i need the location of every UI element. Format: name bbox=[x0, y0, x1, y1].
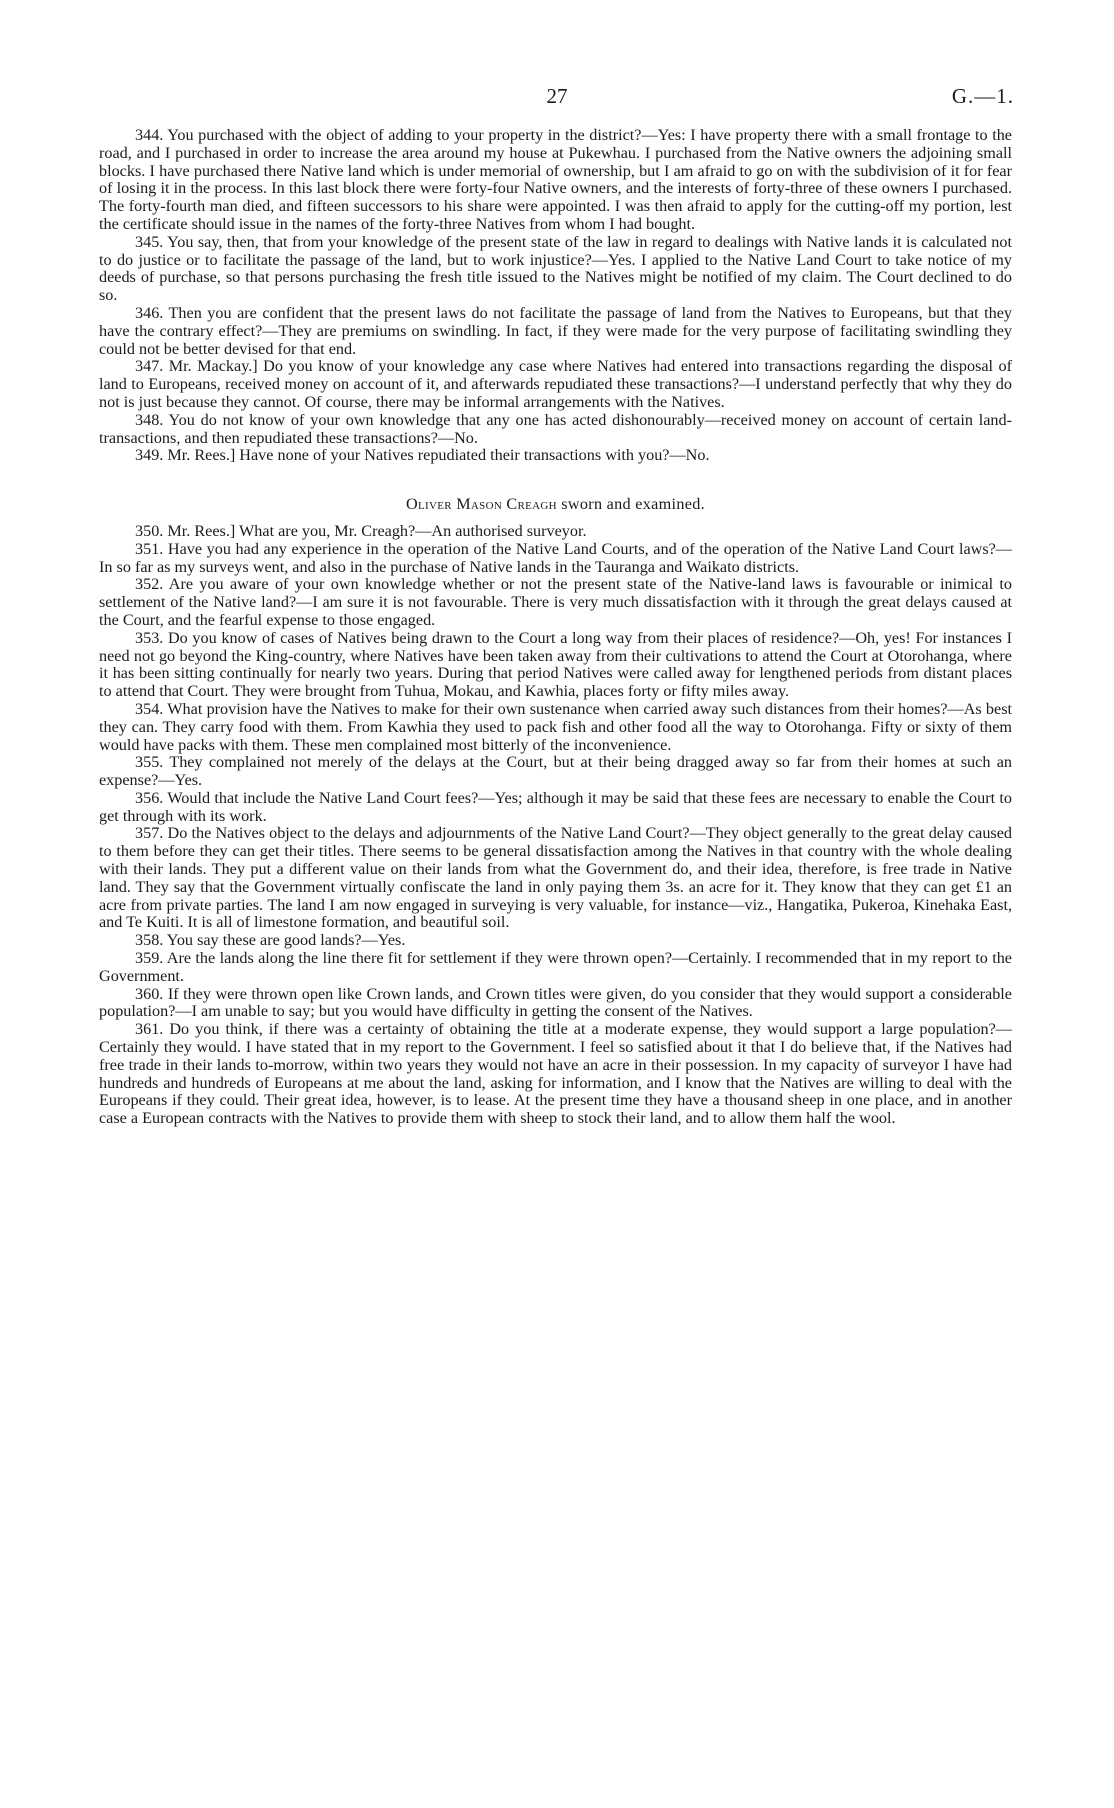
paragraph-357: 357. Do the Natives object to the delays and adjournments of the Native Land Court?—They object generally to the great delay caused to them before they can get their titles. There seems to be general dissatisfaction among the Natives in that country with the whole dealing with their lands. They put a different value on their lands from what the Government do, and their idea, therefore, is free trade in Native land. They say that the Government virtually confiscate the land in only paying them 3s. an acre for it. They know that they can get £1 an acre from private parties. The land I am now engaged in surveying is very valuable, for instance—viz., Hangatika, Pukeroa, Kinehaka East, and Te Kuiti. It is all of limestone formation, and beautiful soil. bbox=[99, 824, 1012, 932]
paragraph-352: 352. Are you aware of your own knowledge whether or not the present state of the Native-land laws is favourable or inimical to settlement of the Native land?—I am sure it is not favourable. There is very much dissatisfaction with it through the great delays caused at the Court, and the fearful expense to those engaged. bbox=[99, 575, 1012, 629]
paragraph-346: 346. Then you are confident that the present laws do not facilitate the passage of land from the Natives to Europeans, but that they have the contrary effect?—They are premiums on swindling. In fact, if they were made for the very purpose of facilitating swindling they could not be better devised for that end. bbox=[99, 303, 1012, 358]
paragraph-350: 350. Mr. Rees.] What are you, Mr. Creagh?—An authorised surveyor. bbox=[135, 521, 587, 540]
paragraph-347: 347. Mr. Mackay.] Do you know of your knowledge any case where Natives had entered into transactions regarding the disposal of land to Europeans, received money on account of it, and afterwards repudiated these transactions?—I understand perfectly that why they do not is just because they cannot. Of course, there may be informal arrangements with the Natives. bbox=[99, 357, 1012, 411]
paragraph-355: 355. They complained not merely of the delays at the Court, but at their being dragged away so far from their homes at such an expense?—Yes. bbox=[99, 753, 1012, 790]
paragraph-353: 353. Do you know of cases of Natives being drawn to the Court a long way from their places of residence?—Oh, yes! For instances I need not go beyond the King-country, where Natives have been taken away from their cultivations to attend the Court at Otorohanga, where it has been sitting continually for nearly two years. During that period Natives were called away for lengthened periods from distant places to attend that Court. They were brought from Tuhua, Mokau, and Kawhia, places forty or fifty miles away. bbox=[99, 628, 1012, 701]
document-reference: G.—1. bbox=[951, 84, 1014, 108]
witness-heading bbox=[99, 496, 1012, 514]
paragraph-356: 356. Would that include the Native Land Court fees?—Yes; although it may be said that these fees are necessary to enable the Court to get through with its work. bbox=[99, 788, 1012, 825]
paragraph-344: 344. You purchased with the object of adding to your property in the district?—Yes: I have property there with a small frontage to the road, and I purchased in order to increase the area around my house at Pukewhau. I purchased from the Native owners the adjoining small blocks. I have purchased there Native land which is under memorial of ownership, but I am afraid to go on with the subdivision of it for fear of losing it in the process. In this last block there were forty-four Native owners, and the interests of forty-three of these owners I purchased. The forty-fourth man died, and fifteen successors to his share were appointed. I was then afraid to apply for the cutting-off my portion, lest the certificate should issue in the names of the forty-three Natives from whom I had bought. bbox=[99, 126, 1012, 233]
witness-heading-suffix: sworn and examined. bbox=[561, 495, 705, 514]
paragraph-349: 349. Mr. Rees.] Have none of your Natives repudiated their transactions with you?—No. bbox=[135, 446, 710, 465]
paragraph-348: 348. You do not know of your own knowledge that any one has acted dishonourably—received money on account of certain land-transactions, and then repudiated these transactions?—No. bbox=[99, 410, 1012, 447]
section-spacer bbox=[99, 465, 1012, 496]
witness-name: Oliver Mason Creagh bbox=[406, 495, 557, 514]
page-number: 27 bbox=[546, 84, 568, 108]
paragraph-360: 360. If they were thrown open like Crown lands, and Crown titles were given, do you consider that they would support a considerable population?—I am unable to say; but you would have difficulty in getting the consent of the Natives. bbox=[99, 984, 1012, 1021]
paragraph-361: 361. Do you think, if there was a certainty of obtaining the title at a moderate expense, they would support a large population?—Certainly they would. I have stated that in my report to the Government. I feel so satisfied about it that I do believe that, if the Natives had free trade in their lands to-morrow, within two years they would not have an acre in their possession. In my capacity of surveyor I have had hundreds and hundreds of Europeans at me about the land, asking for information, and I know that the Natives are willing to deal with the Europeans if they could. Their great idea, however, is to lease. At the present time they have a thousand sheep in one place, and in another case a European contracts with the Natives to provide them with sheep to stock their land, and to allow them half the wool. bbox=[99, 1020, 1012, 1128]
paragraph-351: 351. Have you had any experience in the operation of the Native Land Courts, and of the operation of the Native Land Court laws?—In so far as my surveys went, and also in the purchase of Native lands in the Tauranga and Waikato districts. bbox=[99, 539, 1012, 576]
page-header bbox=[100, 84, 1014, 114]
paragraph-359: 359. Are the lands along the line there fit for settlement if they were thrown open?—Certainly. I recommended that in my report to the Government. bbox=[99, 949, 1012, 985]
paragraph-345: 345. You say, then, that from your knowledge of the present state of the law in regard to dealings with Native lands it is calculated not to do justice or to facilitate the passage of the land, but to work injustice?—Yes. I applied to the Native Land Court to take notice of my deeds of purchase, so that persons purchasing the fresh title issued to the Natives might be notified of my claim. The Court declined to do so. bbox=[99, 232, 1012, 305]
body-text bbox=[99, 127, 1012, 1128]
paragraph-358: 358. You say these are good lands?—Yes. bbox=[135, 931, 406, 950]
paragraph-354: 354. What provision have the Natives to make for their own sustenance when carried away such distances from their homes?—As best they can. They carry food with them. From Kawhia they used to pack fish and other food all the way to Otorohanga. Fifty or sixty of them would have packs with them. These men complained most bitterly of the inconvenience. bbox=[99, 699, 1012, 754]
